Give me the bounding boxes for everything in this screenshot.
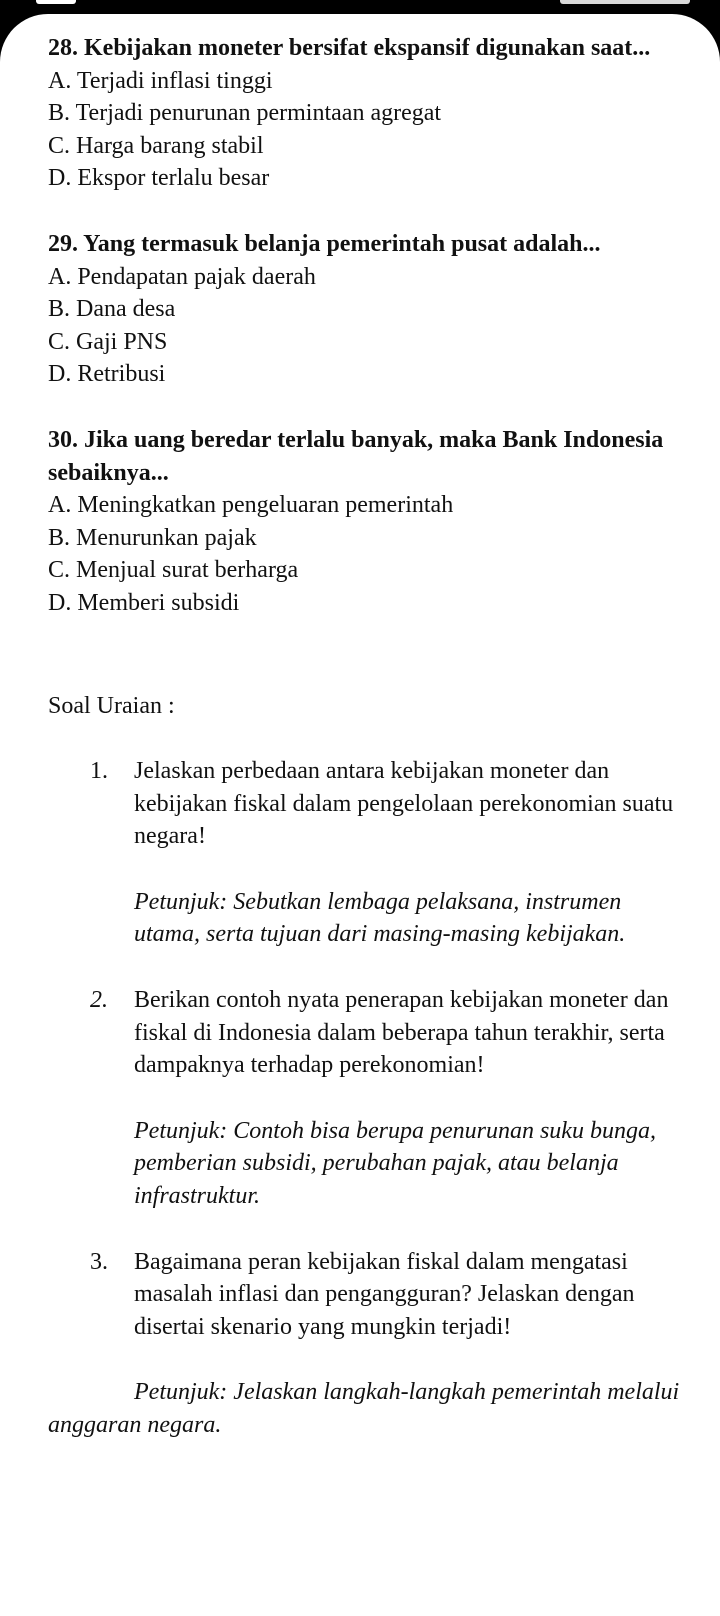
option-a: A. Meningkatkan pengeluaran pemerintah bbox=[48, 492, 454, 519]
essay-hint: Petunjuk: Contoh bisa berupa penurunan suku bunga, pemberian subsidi, perubahan pajak, atau belanja infrastruktur. bbox=[134, 1117, 656, 1210]
question-title: 30. Jika uang beredar terlalu banyak, maka Bank Indonesia sebaiknya... bbox=[48, 426, 664, 486]
essay-list bbox=[48, 755, 688, 1343]
option-c: C. Gaji PNS bbox=[48, 328, 168, 355]
essay-number: 3. bbox=[90, 1248, 108, 1275]
essay-section-title: Soal Uraian : bbox=[48, 692, 175, 719]
essay-hint: Petunjuk: Jelaskan langkah-langkah pemerintah melalui anggaran negara. bbox=[48, 1379, 680, 1438]
essay-hint-3 bbox=[48, 1376, 688, 1441]
essay-item-3 bbox=[48, 1246, 688, 1344]
option-d: D. Memberi subsidi bbox=[48, 589, 240, 616]
status-clock bbox=[36, 0, 76, 4]
option-c: C. Harga barang stabil bbox=[48, 132, 264, 159]
document-sheet bbox=[0, 14, 720, 1616]
option-b: B. Dana desa bbox=[48, 296, 176, 323]
question-title: 29. Yang termasuk belanja pemerintah pusat adalah... bbox=[48, 230, 601, 257]
question-30 bbox=[48, 424, 688, 620]
essay-item-1 bbox=[48, 755, 688, 951]
option-d: D. Retribusi bbox=[48, 361, 166, 388]
essay-number: 2. bbox=[90, 987, 108, 1014]
document-content bbox=[48, 32, 688, 1442]
option-c: C. Menjual surat berharga bbox=[48, 557, 299, 584]
question-28 bbox=[48, 32, 688, 195]
essay-question: Bagaimana peran kebijakan fiskal dalam mengatasi masalah inflasi dan pengangguran? Jelaskan dengan disertai skenario yang mungkin terjadi! bbox=[134, 1248, 635, 1340]
option-b: B. Menurunkan pajak bbox=[48, 524, 257, 551]
essay-question: Berikan contoh nyata penerapan kebijakan moneter dan fiskal di Indonesia dalam beberapa tahun terakhir, serta dampaknya terhadap perekonomian! bbox=[134, 987, 669, 1079]
essay-question: Jelaskan perbedaan antara kebijakan moneter dan kebijakan fiskal dalam pengelolaan perekonomian suatu negara! bbox=[134, 758, 674, 850]
question-title: 28. Kebijakan moneter bersifat ekspansif digunakan saat... bbox=[48, 35, 651, 61]
question-29 bbox=[48, 228, 688, 391]
essay-number: 1. bbox=[90, 758, 108, 785]
option-b: B. Terjadi penurunan permintaan agregat bbox=[48, 100, 442, 127]
essay-item-2 bbox=[48, 984, 688, 1213]
option-d: D. Ekspor terlalu besar bbox=[48, 165, 270, 192]
status-icons bbox=[560, 0, 690, 4]
essay-hint: Petunjuk: Sebutkan lembaga pelaksana, instrumen utama, serta tujuan dari masing-masing kebijakan. bbox=[134, 888, 626, 948]
option-a: A. Pendapatan pajak daerah bbox=[48, 263, 316, 290]
option-a: A. Terjadi inflasi tinggi bbox=[48, 67, 273, 94]
